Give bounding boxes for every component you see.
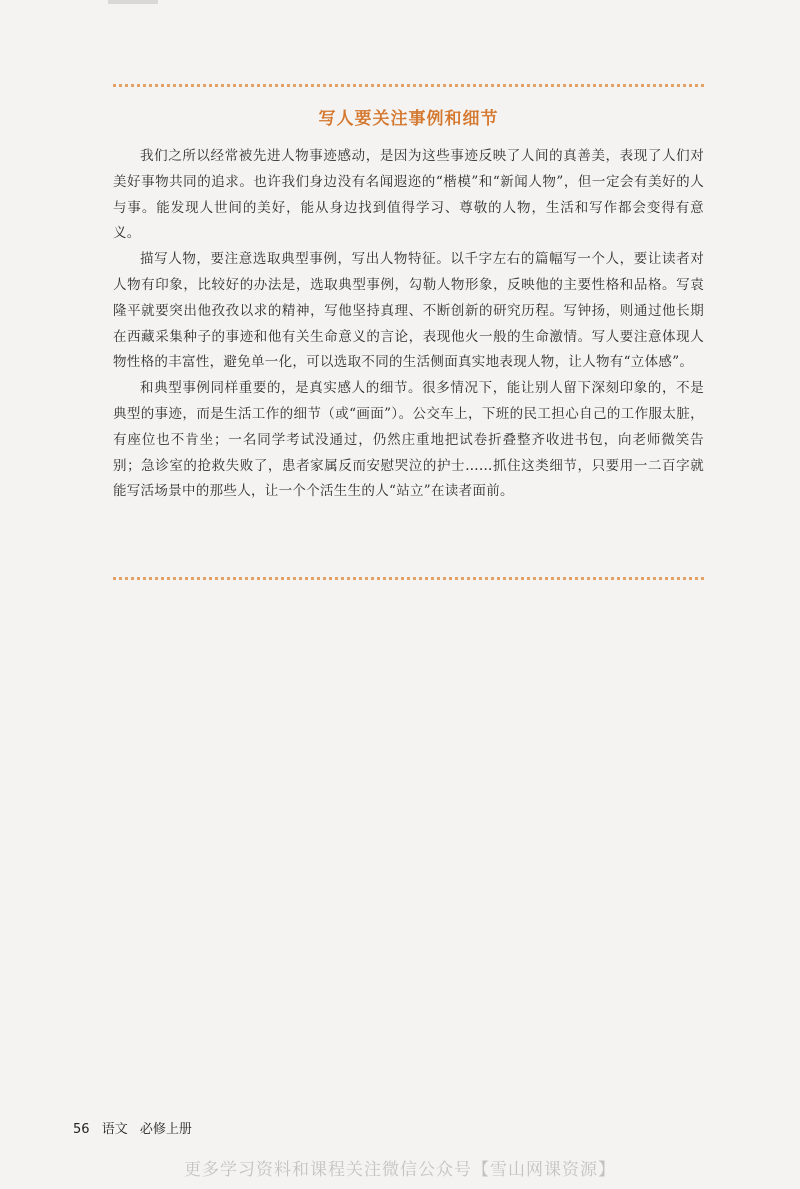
page-number: 56: [73, 1122, 90, 1137]
bottom-dotted-divider: [113, 577, 704, 580]
article-body: [113, 144, 704, 505]
paragraph-1: 我们之所以经常被先进人物事迹感动，是因为这些事迹反映了人间的真善美，表现了人们对美好事物共同的追求。也许我们身边没有名闻遐迩的“楷模”和“新闻人物”，但一定会有美好的人与事。能发现人世间的美好，能从身边找到值得学习、尊敬的人物，生活和写作都会变得有意义。: [113, 148, 704, 242]
writing-tips-box: [113, 84, 704, 584]
section-title: 写人要关注事例和细节: [318, 109, 499, 129]
top-edge-mark: [108, 0, 158, 4]
paragraph-2: 描写人物，要注意选取典型事例，写出人物特征。以千字左右的篇幅写一个人，要让读者对人物有印象，比较好的办法是，选取典型事例，勾勒人物形象，反映他的主要性格和品格。写袁隆平就要突出他孜孜以求的精神，写他坚持真理、不断创新的研究历程。写钟扬，则通过他长期在西藏采集种子的事迹和他有关生命意义的言论，表现他火一般的生命激情。写人要注意体现人物性格的丰富性，避免单一化，可以选取不同的生活侧面真实地表现人物，让人物有“立体感”。: [113, 251, 704, 371]
paragraph-3: 和典型事例同样重要的，是真实感人的细节。很多情况下，能让别人留下深刻印象的，不是典型的事迹，而是生活工作的细节（或“画面”）。公交车上，下班的民工担心自己的工作服太脏，有座位也不肯坐；一名同学考试没通过，仍然庄重地把试卷折叠整齐收进书包，向老师微笑告别；急诊室的抢救失败了，患者家属反而安慰哭泣的护士……抓住这类细节，只要用一二百字就能写活场景中的那些人，让一个个活生生的人“站立”在读者面前。: [113, 380, 704, 500]
top-dotted-divider: [113, 84, 704, 87]
watermark-text: 更多学习资料和课程关注微信公众号【雪山网课资源】: [184, 1160, 616, 1180]
book-subject: 语文: [101, 1122, 128, 1137]
book-volume: 必修上册: [139, 1122, 192, 1137]
page-footer: [73, 1118, 192, 1137]
